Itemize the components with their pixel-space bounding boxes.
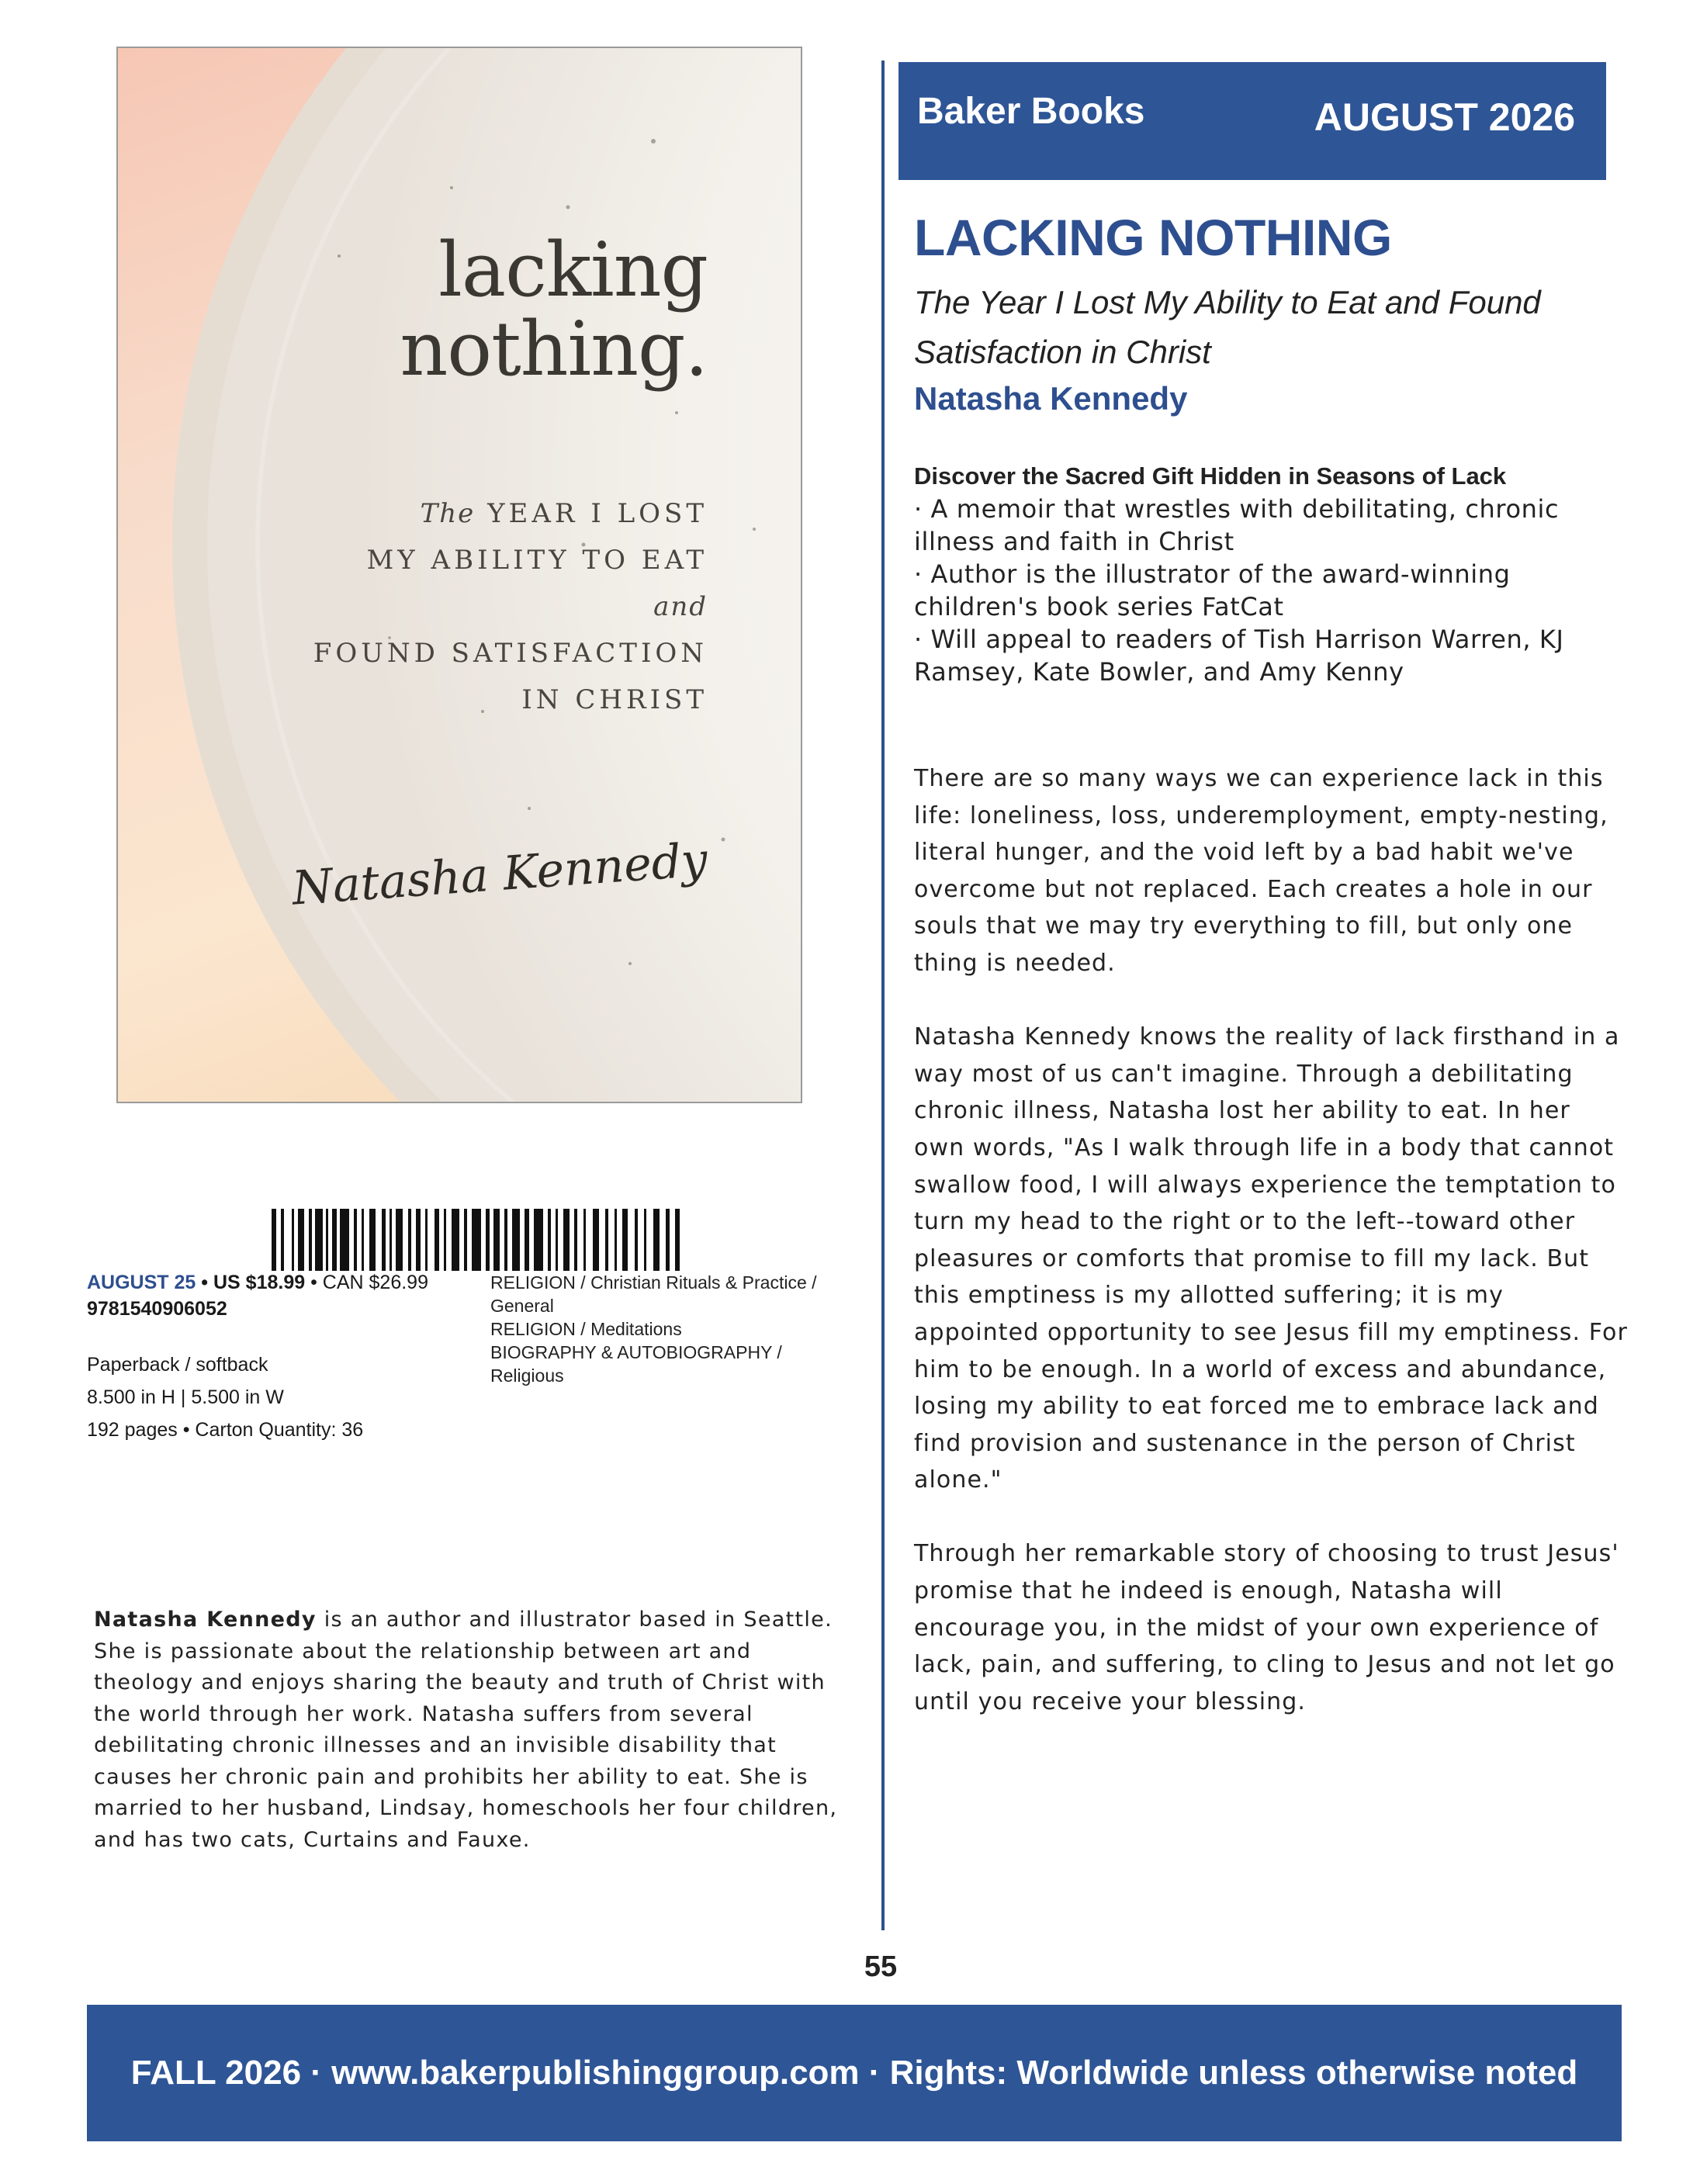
column-divider (881, 61, 885, 1930)
bio-text: is an author and illustrator based in Seattle. She is passionate about the relationship between art and theology and enjoys sharing the beauty and truth of Christ with the world through her work. Natasha suffers from several debilitating chronic illnesses and an invisible disability that causes her chronic pain and prohibits her ability to eat. She is married to her husband, Lindsay, homeschools her four children, and has two cats, Curtains and Fauxe. (94, 1608, 838, 1852)
cover-title (400, 227, 708, 393)
cover-subtitle-line: FOUND SATISFACTION (313, 638, 708, 669)
book-title: LACKING NOTHING (914, 209, 1392, 266)
cover-subtitle-line: IN CHRIST (521, 684, 708, 715)
category-item: RELIGION / Christian Rituals & Practice / General (490, 1272, 817, 1316)
bio-author-name: Natasha Kennedy (94, 1608, 317, 1632)
format: Paperback / softback (87, 1354, 268, 1376)
author-bio (94, 1604, 839, 1856)
cover-title-line: nothing. (400, 306, 708, 393)
release-month: AUGUST 2026 (1314, 95, 1575, 139)
book-description (914, 760, 1628, 1757)
us-price: US $18.99 (213, 1272, 306, 1293)
cover-signature: Natasha Kennedy (289, 832, 709, 916)
bisac-categories (490, 1271, 832, 1387)
header-bar (899, 62, 1606, 180)
highlight-item: · A memoir that wrestles with debilitating, chronic illness and faith in Christ (914, 494, 1560, 556)
category-item: BIOGRAPHY & AUTOBIOGRAPHY / Religious (490, 1342, 782, 1386)
highlights-heading: Discover the Sacred Gift Hidden in Seasons of Lack (914, 462, 1507, 490)
pub-date: AUGUST 25 (87, 1272, 196, 1293)
separator: • (201, 1272, 209, 1293)
product-details (87, 1269, 490, 1443)
page-count: 192 pages • Carton Quantity: 36 (87, 1419, 364, 1441)
cover-subtitle (313, 490, 708, 723)
page-number: 55 (864, 1950, 898, 1983)
dimensions: 8.500 in H | 5.500 in W (87, 1386, 284, 1408)
description-paragraph: Natasha Kennedy knows the reality of lack firsthand in a way most of us can't imagine. Through a debilitating chronic illness, Natasha lost her ability to eat. In her own words, "As I walk through life in a body that cannot swallow food, I will always experience the temptation to turn my head to the right or to the left--toward other pleasures or comforts that promise to fill my lack. But this emptiness is my allotted suffering; it is my appointed opportunity to see Jesus fill my emptiness. For him to be enough. In a world of excess and abundance, losing my ability to eat forced me to embrace lack and find provision and sustenance in the person of Christ alone." (914, 1023, 1628, 1494)
cover-subtitle-line: MY ABILITY TO EAT (366, 545, 708, 576)
category-item: RELIGION / Meditations (490, 1319, 682, 1339)
separator: • (310, 1272, 317, 1293)
book-subtitle: The Year I Lost My Ability to Eat and Found Satisfaction in Christ (914, 284, 1541, 370)
cover-subtitle-line: YEAR I LOST (487, 498, 708, 529)
highlight-item: · Will appeal to readers of Tish Harrison Warren, KJ Ramsey, Kate Bowler, and Amy Kenny (914, 625, 1564, 687)
footer-text: FALL 2026 · www.bakerpublishinggroup.com · Rights: Worldwide unless otherwise noted (130, 2054, 1578, 2092)
publisher-name: Baker Books (917, 91, 1145, 132)
description-paragraph: Through her remarkable story of choosing to trust Jesus' promise that he indeed is enough, Natasha will encourage you, in the midst of your own experience of lack, pain, and suffering, to cling to Jesus and not let go until you receive your blessing. (914, 1540, 1619, 1715)
highlights (914, 460, 1612, 688)
highlight-item: · Author is the illustrator of the award-winning children's book series FatCat (914, 559, 1511, 621)
cover-title-line: lacking (438, 227, 708, 313)
footer-bar (87, 2005, 1622, 2141)
barcode-image (272, 1209, 681, 1271)
cover-subtitle-and: and (653, 591, 708, 622)
book-author: Natasha Kennedy (914, 380, 1188, 417)
isbn: 9781540906052 (87, 1298, 227, 1320)
book-cover-image (116, 47, 802, 1103)
can-price: CAN $26.99 (322, 1272, 428, 1293)
price-line (87, 1269, 490, 1296)
description-paragraph: There are so many ways we can experience lack in this life: loneliness, loss, underemployment, empty-nesting, literal hunger, and the void left by a bad habit we've overcome but not replaced. Each creates a hole in our souls that we may try everything to fill, but only one thing is needed. (914, 765, 1608, 977)
cover-subtitle-the: The (420, 498, 476, 529)
